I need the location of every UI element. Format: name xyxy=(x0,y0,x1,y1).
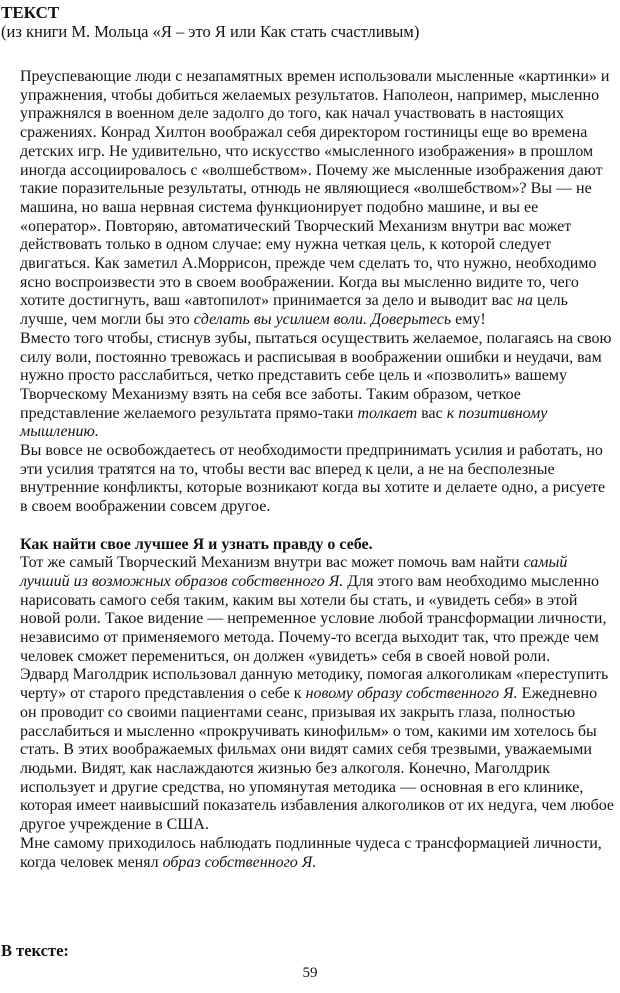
text-run: Мне самому приходилось наблюдать подлинные чудеса с трансформацией личности, когда человек менял xyxy=(20,834,602,871)
text-run: Для этого вам необходимо мысленно нарисовать самого себя таким, каким вы хотели бы стать, и «увидеть себя» в этой новой роли. Такое видение — непременное условие любой трансформации личности, независимо от применяемого метода. Почему-то всегда выходит так, что прежде чем человек сможет перемениться, он должен «увидеть» себя в своей новой роли. xyxy=(20,572,607,665)
page-subtitle: (из книги М. Мольца «Я – это Я или Как стать счастливым) xyxy=(1,22,420,41)
footer-label: В тексте: xyxy=(1,941,69,960)
paragraph-2 xyxy=(20,330,615,442)
page-number: 59 xyxy=(302,965,318,981)
italic-text-run: образ собственного Я. xyxy=(162,853,317,871)
italic-text-run: толкает xyxy=(357,404,418,422)
italic-text-run: на xyxy=(517,292,533,310)
paragraph-3 xyxy=(20,442,615,517)
paragraph-6 xyxy=(20,835,615,872)
page-header xyxy=(0,0,620,41)
section-heading: Как найти свое лучшее Я и узнать правду о себе. xyxy=(20,535,373,553)
text-run: вас xyxy=(417,404,447,422)
body-text xyxy=(20,68,615,872)
italic-text-run: сделать вы усилием воли. Доверьтесь xyxy=(193,311,452,329)
text-run: Тот же самый Творческий Механизм внутри вас может помочь вам найти xyxy=(20,554,524,572)
italic-text-run: новому образу собственного Я. xyxy=(305,685,518,703)
text-run: ему! xyxy=(451,311,486,329)
paragraph-1 xyxy=(20,68,615,330)
text-run: Вместо того чтобы, стиснув зубы, пытаться осуществить желаемое, полагаясь на свою силу воли, постоянно тревожась и расписывая в воображении ошибки и неудачи, вам нужно просто расслабиться, четко представить себе цель и «позволить» вашему Творческому Механизму взять на себя все заботы. Таким образом, четкое представление желаемого результата прямо-таки xyxy=(20,329,612,422)
paragraph-5 xyxy=(20,666,615,834)
italic-text-run: к позитивному мышлению. xyxy=(20,404,548,441)
text-run: Эдвард Маголдрик использовал данную методику, помогая алкоголикам «переступить черту» от старого представления о себе к xyxy=(20,666,609,703)
page-title: ТЕКСТ xyxy=(1,3,60,22)
italic-text-run: самый лучший из возможных образов собственного Я. xyxy=(20,554,568,590)
text-run: Вы вовсе не освобождаетесь от необходимости предпринимать усилия и работать, но эти усилия тратятся на то, чтобы вести вас вперед к цели, а не на бесполезные внутренние конфликты, которые возникают когда вы хотите и делаете одно, а рисуете в своем воображении совсем другое. xyxy=(20,442,606,516)
text-run: Преуспевающие люди с незапамятных времен использовали мысленные «картинки» и упражнения, чтобы добиться желаемых результатов. Наполеон, например, мысленно упражнялся в военном деле задолго до того, как начал участвовать в настоящих сражениях. Конрад Хилтон воображал себя директором гостиницы еще во времена детских игр. Не удивительно, что искусство «мысленного изображения» в прошлом иногда ассоциировалось с «волшебством». Почему же мысленные изображения дают такие поразительные результаты, отнюдь не являющиеся «волшебством»? Вы — не машина, но ваша нервная система функционирует подобно машине, и вы ее «оператор». Повторяю, автоматический Творческий Механизм внутри вас может действовать только в одном случае: ему нужна четкая цель, к которой следует двигаться. Как заметил А.Моррисон, прежде чем сделать то, что нужно, необходимо ясно воспроизвести это в своем воображении. Когда вы мысленно видите то, чего хотите достигнуть, ваш «автопилот» принимается за дело и выводит вас xyxy=(20,68,610,310)
text-run: цель лучше, чем могли бы это xyxy=(20,292,568,329)
paragraph-4 xyxy=(20,554,615,666)
text-run: Ежедневно он проводит со своими пациентами сеанс, призывая их закрыть глаза, полностью расслабиться и мысленно «прокручивать кинофильм» о том, какими им хотелось бы стать. В этих воображаемых фильмах они видят самих себя трезвыми, уважаемыми людьми. Видят, как наслаждаются жизнью без алкоголя. Конечно, Маголдрик использует и другие средства, но упомянутая методика — основная в его клинике, которая имеет наивысший показатель избавления алкоголиков от их недуга, чем любое другое учреждение в США. xyxy=(20,685,615,834)
